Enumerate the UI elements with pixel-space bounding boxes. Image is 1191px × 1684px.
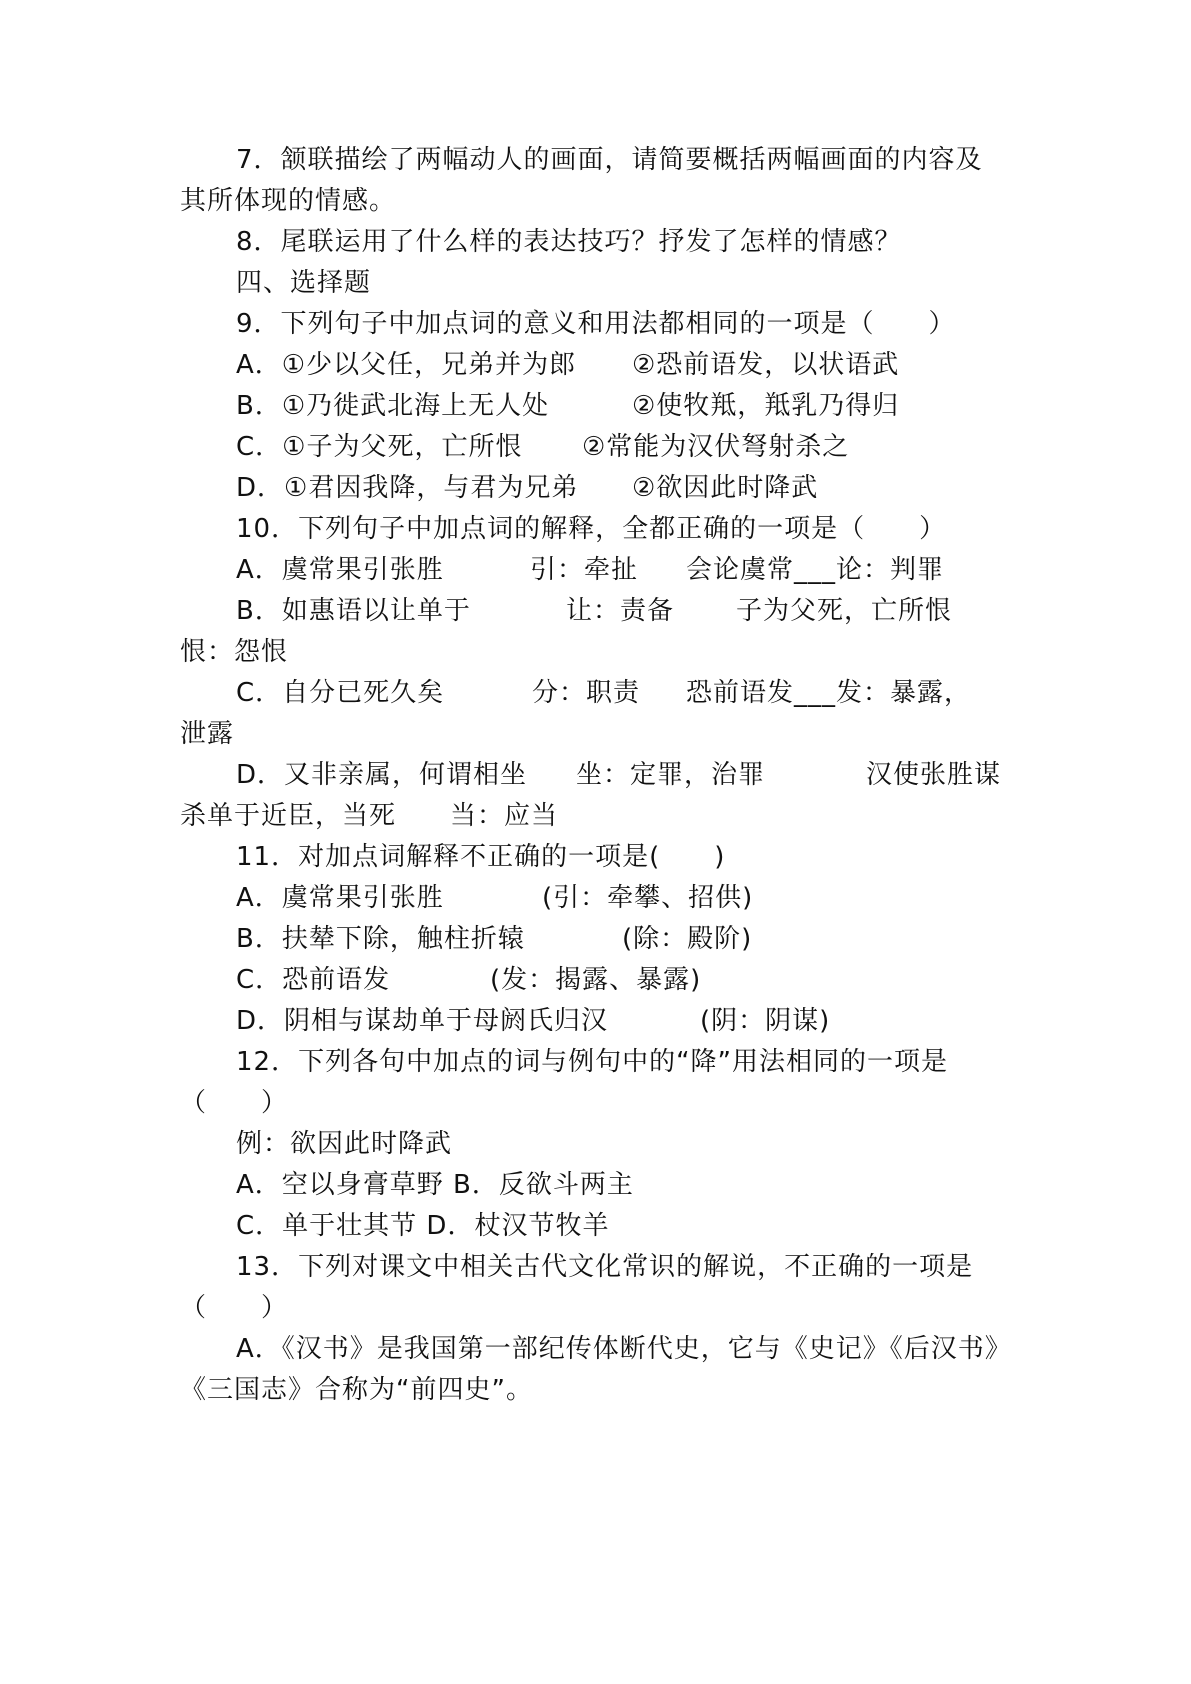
q10-option-a-part1: A．虞常果引张胜 <box>236 555 444 585</box>
q11-option-a-part1: A．虞常果引张胜 <box>236 883 444 913</box>
q9-option-d-part1: D．①君因我降，与君为兄弟 <box>236 473 579 503</box>
q9-stem: 9．下列句子中加点词的意义和用法都相同的一项是（ ） <box>236 309 956 339</box>
q7-line-1: 7．颔联描绘了两幅动人的画面，请简要概括两幅画面的内容及 <box>236 145 983 175</box>
q11-option-b-part1: B．扶辇下除，触柱折辕 <box>236 924 525 954</box>
q10-option-b-part1: B．如惠语以让单于 <box>236 596 471 626</box>
q10-option-d-part2: 坐：定罪，治罪 <box>576 760 766 790</box>
q11-option-b <box>236 917 753 961</box>
q12-options-line-1: A．空以身膏草野 B．反欲斗两主 <box>236 1170 634 1200</box>
q10-option-d-part3: 汉使张胜谋 <box>866 760 1002 790</box>
q10-option-b-cont: 恨：怨恨 <box>180 637 289 667</box>
q9-option-b <box>236 384 900 428</box>
q9-option-b-part1: B．①乃徙武北海上无人处 <box>236 391 550 421</box>
q11-option-a-part2: (引：牵攀、招供) <box>542 883 754 913</box>
q9-option-a <box>236 343 900 387</box>
q10-option-a-part3: 会论虞常___论：判罪 <box>686 555 945 585</box>
q9-option-c <box>236 425 850 469</box>
q7-line-2: 其所体现的情感。 <box>180 186 397 216</box>
q13-stem-line-1: 13．下列对课文中相关古代文化常识的解说，不正确的一项是 <box>236 1252 974 1282</box>
q10-option-b <box>236 589 953 633</box>
q10-option-b-part2: 让：责备 <box>566 596 675 626</box>
q10-option-c-part1: C．自分已死久矣 <box>236 678 445 708</box>
q10-option-d-cont: 杀单于近臣，当死 当：应当 <box>180 801 559 831</box>
q10-option-a <box>236 548 945 592</box>
q10-option-d-part1: D．又非亲属，何谓相坐 <box>236 760 528 790</box>
q12-stem-line-1: 12．下列各句中加点的词与例句中的“降”用法相同的一项是 <box>236 1047 949 1077</box>
q9-option-d-part2: ②欲因此时降武 <box>632 473 819 503</box>
q10-option-d <box>236 753 1002 797</box>
q12-example: 例：欲因此时降武 <box>236 1129 453 1159</box>
q9-option-d <box>236 466 819 510</box>
q8-text: 8．尾联运用了什么样的表达技巧？抒发了怎样的情感？ <box>236 227 902 257</box>
section-4-title: 四、选择题 <box>236 268 372 298</box>
q10-option-c-part2: 分：职责 <box>532 678 641 708</box>
q11-option-d-part1: D．阴相与谋劫单于母阏氏归汉 <box>236 1006 609 1036</box>
q9-option-c-part1: C．①子为父死，亡所恨 <box>236 432 523 462</box>
q12-options-line-2: C．单于壮其节 D．杖汉节牧羊 <box>236 1211 610 1241</box>
q9-option-a-part1: A．①少以父任，兄弟并为郎 <box>236 350 577 380</box>
q9-option-c-part2: ②常能为汉伏弩射杀之 <box>582 432 850 462</box>
q11-option-c <box>236 958 702 1002</box>
q12-stem-line-2: （ ） <box>180 1088 289 1118</box>
q9-option-b-part2: ②使牧羝，羝乳乃得归 <box>632 391 900 421</box>
q13-option-a-line-2: 《三国志》合称为“前四史”。 <box>180 1375 533 1405</box>
q11-option-b-part2: (除：殿阶) <box>622 924 753 954</box>
q11-option-d <box>236 999 831 1043</box>
q11-option-a <box>236 876 754 920</box>
q9-option-a-part2: ②恐前语发，以状语武 <box>632 350 900 380</box>
q10-option-b-part3: 子为父死，亡所恨 <box>736 596 953 626</box>
q13-stem-line-2: （ ） <box>180 1293 289 1323</box>
q10-option-a-part2: 引：牵扯 <box>530 555 639 585</box>
q13-option-a-line-1: A．《汉书》是我国第一部纪传体断代史，它与《史记》《后汉书》 <box>236 1334 1012 1364</box>
q11-stem: 11．对加点词解释不正确的一项是( ) <box>236 842 726 872</box>
q10-stem: 10．下列句子中加点词的解释，全都正确的一项是（ ） <box>236 514 947 544</box>
q11-option-d-part2: (阴：阴谋) <box>700 1006 831 1036</box>
q10-option-c-cont: 泄露 <box>180 719 235 749</box>
q11-option-c-part2: (发：揭露、暴露) <box>490 965 702 995</box>
q11-option-c-part1: C．恐前语发 <box>236 965 391 995</box>
q10-option-c-part3: 恐前语发___发：暴露， <box>686 678 972 708</box>
q10-option-c <box>236 671 972 715</box>
